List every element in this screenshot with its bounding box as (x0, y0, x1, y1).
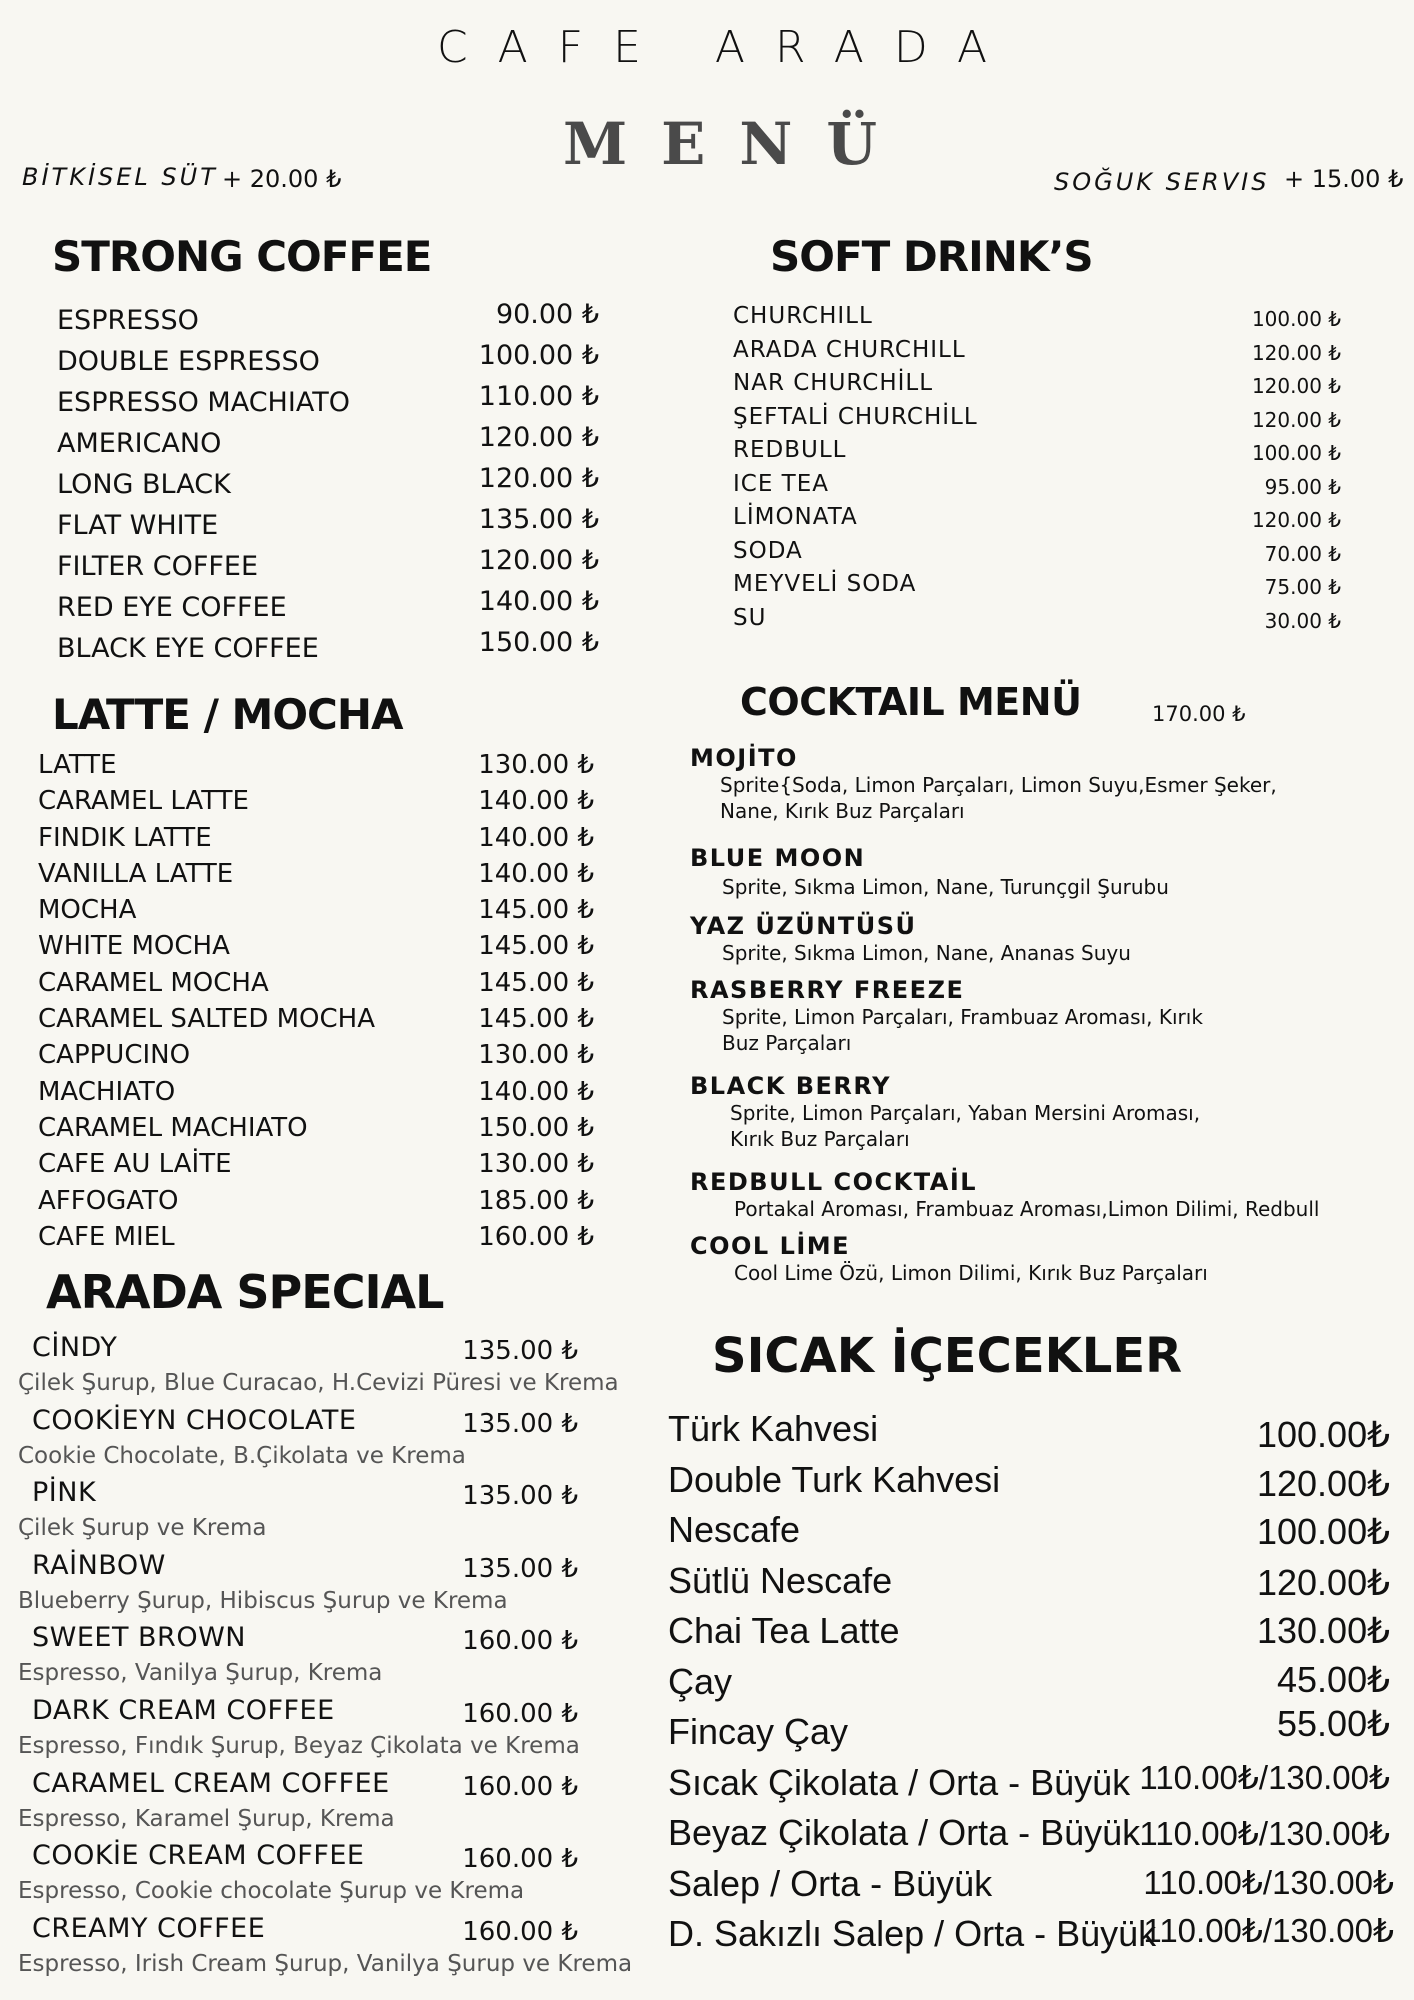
list-item (38, 859, 594, 895)
item-name: CARAMEL LATTE (38, 786, 249, 817)
item-description: Cookie Chocolate, B.Çikolata ve Krema (18, 1442, 466, 1469)
item-price: 140.00 ₺ (478, 586, 599, 617)
cocktail-price: 170.00 ₺ (1152, 702, 1246, 726)
item-name: Chai Tea Latte (668, 1610, 900, 1651)
item-description: Espresso, Cookie chocolate Şurup ve Krema (18, 1878, 525, 1905)
item-name: CHURCHILL (733, 303, 873, 329)
item-name: LONG BLACK (57, 469, 231, 500)
item-description: Espresso, Fındık Şurup, Beyaz Çikolata ve Krema (18, 1732, 580, 1759)
item-name: RASBERRY FREEZE (690, 976, 965, 1004)
item-name: BLACK BERRY (690, 1072, 891, 1100)
hot-drinks-list (668, 1408, 1394, 1964)
item-description: Sprite, Limon Parçaları, Yaban Mersini Aroması, Kırık Buz Parçaları (730, 1101, 1201, 1151)
item-description: Sprite, Sıkma Limon, Nane, Turunçgil Şurubu (722, 875, 1169, 899)
item-name: AFFOGATO (38, 1185, 179, 1216)
item-price: 110.00₺/130.00₺ (1143, 1863, 1394, 1901)
list-item (38, 1040, 594, 1076)
plant-milk-price: + 20.00 ₺ (222, 165, 342, 193)
item-name: Nescafe (668, 1509, 801, 1550)
list-item (733, 538, 1341, 572)
item-name: PİNK (32, 1477, 97, 1509)
list-item (690, 912, 1350, 976)
item-price: 145.00 ₺ (478, 1004, 594, 1035)
item-name: Çay (668, 1660, 733, 1702)
item-name: Beyaz Çikolata / Orta - Büyük (668, 1812, 1141, 1853)
item-description: Sprite, Sıkma Limon, Nane, Ananas Suyu (722, 941, 1131, 965)
list-item (668, 1758, 1394, 1813)
item-price: 140.00 ₺ (478, 786, 594, 817)
item-price: 140.00 ₺ (478, 822, 594, 853)
item-name: NAR CHURCHİLL (733, 370, 934, 396)
item-name: Sıcak Çikolata / Orta - Büyük (668, 1761, 1131, 1803)
arada-special-heading: ARADA SPECIAL (46, 1265, 444, 1319)
item-price: 160.00 ₺ (462, 1626, 578, 1657)
item-name: CİNDY (32, 1332, 118, 1363)
item-description: Portakal Aroması, Frambuaz Aroması,Limon Dilimi, Redbull (734, 1197, 1320, 1221)
item-name: COOKİE CREAM COFFEE (32, 1840, 365, 1872)
item-name: Double Turk Kahvesi (668, 1458, 1001, 1500)
item-name: DARK CREAM COFFEE (32, 1694, 335, 1726)
item-name: MEYVELİ SODA (733, 571, 917, 597)
item-price: 185.00 ₺ (478, 1185, 594, 1216)
item-name: Salep / Orta - Büyük (668, 1862, 993, 1904)
item-price: 100.00₺ (1256, 1511, 1390, 1552)
list-item (18, 1550, 578, 1623)
item-name: AMERICANO (57, 428, 222, 459)
item-name: CAFE MIEL (38, 1221, 175, 1252)
list-item (668, 1610, 1394, 1661)
list-item (690, 1072, 1350, 1168)
item-price: 110.00₺/130.00₺ (1139, 1815, 1390, 1852)
item-name: YAZ ÜZÜNTÜSÜ (690, 912, 917, 940)
item-name: CAPPUCINO (38, 1040, 191, 1071)
item-price: 120.00 ₺ (478, 545, 599, 576)
item-name: DOUBLE ESPRESSO (57, 346, 320, 377)
list-item (18, 1912, 633, 1986)
list-item (733, 571, 1341, 605)
item-name: CARAMEL MACHIATO (38, 1112, 308, 1143)
item-price: 135.00 ₺ (462, 1336, 578, 1366)
item-price: 135.00 ₺ (462, 1408, 578, 1439)
list-item (733, 504, 1341, 538)
item-price: 120.00 ₺ (478, 422, 599, 453)
item-name: SWEET BROWN (32, 1622, 246, 1654)
cold-serve-label: SOĞUK SERVIS (1054, 168, 1270, 196)
list-item (733, 337, 1341, 371)
item-name: BLACK EYE COFFEE (57, 633, 319, 664)
list-item (733, 303, 1341, 337)
list-item (38, 1149, 594, 1185)
item-price: 160.00 ₺ (462, 1844, 578, 1875)
item-name: FILTER COFFEE (57, 551, 258, 582)
list-item (57, 627, 599, 674)
item-price: 160.00 ₺ (462, 1698, 578, 1729)
list-item (38, 1113, 594, 1149)
arada-special-list (18, 1332, 633, 1985)
item-name: REDBULL (733, 437, 847, 463)
item-price: 110.00 ₺ (478, 381, 599, 412)
item-price: 120.00 ₺ (1251, 407, 1341, 432)
item-price: 145.00 ₺ (478, 931, 594, 962)
item-price: 130.00 ₺ (478, 1149, 594, 1180)
strong-coffee-heading: STRONG COFFEE (52, 232, 432, 281)
list-item (38, 1186, 594, 1222)
item-price: 130.00 ₺ (478, 1040, 594, 1071)
item-price: 145.00 ₺ (478, 895, 594, 926)
item-name: CARAMEL MOCHA (38, 967, 269, 998)
item-price: 110.00₺/130.00₺ (1143, 1912, 1394, 1949)
list-item (668, 1408, 1394, 1459)
list-item (733, 437, 1341, 471)
list-item (668, 1509, 1394, 1560)
soft-drinks-heading: SOFT DRINK’S (770, 232, 1093, 281)
list-item (18, 1405, 578, 1478)
list-item (733, 404, 1341, 438)
item-description: Çilek Şurup, Blue Curacao, H.Cevizi Püresi ve Krema (18, 1370, 619, 1396)
list-item (690, 1168, 1350, 1232)
item-name: SODA (733, 537, 803, 564)
list-item (18, 1332, 619, 1405)
item-price: 100.00 ₺ (1251, 307, 1341, 331)
item-name: Sütlü Nescafe (668, 1559, 893, 1601)
item-price: 140.00 ₺ (478, 858, 594, 889)
item-name: ESPRESSO MACHIATO (57, 387, 350, 418)
item-price: 145.00 ₺ (478, 967, 594, 998)
item-name: MOJİTO (690, 744, 798, 772)
item-price: 160.00 ₺ (478, 1221, 594, 1252)
list-item (18, 1477, 578, 1550)
item-description: Çilek Şurup ve Krema (18, 1515, 267, 1542)
list-item (38, 1077, 594, 1113)
list-item (733, 471, 1341, 505)
item-name: ARADA CHURCHILL (733, 336, 966, 363)
item-price: 135.00 ₺ (462, 1481, 578, 1512)
item-price: 135.00 ₺ (478, 504, 599, 535)
item-price: 120.00 ₺ (1251, 340, 1341, 365)
item-price: 150.00 ₺ (478, 1112, 594, 1143)
list-item (690, 976, 1350, 1072)
item-name: LİMONATA (733, 504, 858, 530)
list-item (690, 1232, 1350, 1296)
item-price: 100.00₺ (1256, 1414, 1390, 1455)
list-item (690, 744, 1350, 844)
item-name: VANILLA LATTE (38, 858, 234, 889)
item-price: 100.00 ₺ (1251, 441, 1341, 465)
list-item (38, 931, 594, 967)
item-name: WHITE MOCHA (38, 931, 230, 962)
item-price: 55.00₺ (1277, 1703, 1390, 1744)
list-item (690, 844, 1350, 912)
list-item (18, 1622, 578, 1695)
list-item (18, 1768, 578, 1841)
list-item (38, 1222, 594, 1258)
list-item (38, 1004, 594, 1040)
item-price: 120.00 ₺ (1251, 374, 1341, 398)
list-item (38, 786, 594, 822)
item-name: COOKİEYN CHOCOLATE (32, 1404, 357, 1436)
item-price: 120.00₺ (1256, 1462, 1390, 1504)
list-item (18, 1695, 578, 1768)
item-price: 160.00 ₺ (462, 1771, 578, 1802)
hot-drinks-heading: SICAK İÇECEKLER (712, 1328, 1183, 1384)
list-item (668, 1459, 1394, 1510)
item-description: Sprite, Limon Parçaları, Frambuaz Aroması, Kırık Buz Parçaları (722, 1005, 1203, 1055)
item-name: CREAMY COFFEE (32, 1912, 266, 1944)
list-item (668, 1560, 1394, 1611)
list-item (668, 1913, 1394, 1964)
item-name: LATTE (38, 750, 117, 780)
latte-mocha-list (38, 750, 594, 1258)
item-name: FINDIK LATTE (38, 822, 212, 853)
soft-drinks-list (733, 303, 1341, 638)
item-name: COOL LİME (690, 1232, 851, 1260)
item-price: 140.00 ₺ (478, 1076, 594, 1107)
latte-mocha-heading: LATTE / MOCHA (52, 690, 403, 739)
list-item (38, 750, 594, 786)
item-description: Blueberry Şurup, Hibiscus Şurup ve Krema (18, 1587, 508, 1614)
item-name: CARAMEL CREAM COFFEE (32, 1767, 390, 1799)
item-price: 120.00 ₺ (1251, 508, 1341, 532)
list-item (733, 370, 1341, 404)
list-item (668, 1703, 1394, 1762)
item-name: D. Sakızlı Salep / Orta - Büyük (668, 1913, 1157, 1954)
menu-heading: MENÜ (562, 110, 911, 178)
item-price: 150.00 ₺ (478, 627, 599, 658)
item-description: Sprite{Soda, Limon Parçaları, Limon Suyu,Esmer Şeker, Nane, Kırık Buz Parçaları (720, 773, 1277, 823)
item-price: 90.00 ₺ (495, 299, 599, 330)
list-item (38, 968, 594, 1004)
item-price: 135.00 ₺ (462, 1553, 578, 1584)
item-name: CAFE AU LAİTE (38, 1149, 232, 1180)
plant-milk-label: BİTKİSEL SÜT (22, 163, 218, 191)
item-name: MACHIATO (38, 1076, 176, 1107)
item-price: 100.00 ₺ (478, 340, 599, 371)
item-name: FLAT WHITE (57, 510, 219, 541)
list-item (38, 895, 594, 931)
item-description: Espresso, Irish Cream Şurup, Vanilya Şurup ve Krema (18, 1950, 633, 1977)
item-price: 75.00 ₺ (1264, 575, 1341, 599)
item-price: 160.00 ₺ (462, 1916, 578, 1947)
item-name: RED EYE COFFEE (57, 592, 287, 623)
item-name: RAİNBOW (32, 1549, 166, 1581)
item-name: ŞEFTALİ CHURCHİLL (733, 403, 978, 430)
item-name: REDBULL COCKTAİL (690, 1168, 978, 1196)
item-price: 130.00₺ (1256, 1610, 1390, 1651)
cafe-title: CAFE ARADA (436, 22, 1018, 73)
item-price: 110.00₺/130.00₺ (1139, 1758, 1390, 1796)
item-name: ICE TEA (733, 470, 830, 497)
strong-coffee-list (57, 299, 599, 674)
item-price: 130.00 ₺ (478, 750, 594, 780)
item-price: 70.00 ₺ (1264, 541, 1341, 566)
cocktail-heading: COCKTAIL MENÜ (740, 680, 1082, 724)
item-name: SU (733, 604, 767, 631)
item-name: MOCHA (38, 895, 137, 926)
item-description: Espresso, Karamel Şurup, Krema (18, 1805, 395, 1832)
item-price: 30.00 ₺ (1264, 608, 1341, 633)
list-item (733, 605, 1341, 639)
item-price: 45.00₺ (1277, 1658, 1390, 1700)
item-name: Fincay Çay (668, 1711, 849, 1752)
list-item (38, 823, 594, 859)
list-item (668, 1863, 1394, 1914)
cold-serve-price: + 15.00 ₺ (1284, 165, 1404, 193)
item-description: Cool Lime Özü, Limon Dilimi, Kırık Buz Parçaları (734, 1261, 1208, 1285)
item-name: Türk Kahvesi (668, 1408, 879, 1449)
item-price: 120.00₺ (1256, 1561, 1390, 1603)
list-item (18, 1840, 578, 1913)
item-price: 120.00 ₺ (478, 463, 599, 494)
item-name: CARAMEL SALTED MOCHA (38, 1004, 376, 1035)
cocktail-list (690, 744, 1350, 1296)
list-item (668, 1812, 1394, 1863)
item-price: 95.00 ₺ (1264, 474, 1341, 499)
item-name: ESPRESSO (57, 305, 199, 336)
item-description: Espresso, Vanilya Şurup, Krema (18, 1660, 383, 1687)
item-name: BLUE MOON (690, 844, 866, 872)
